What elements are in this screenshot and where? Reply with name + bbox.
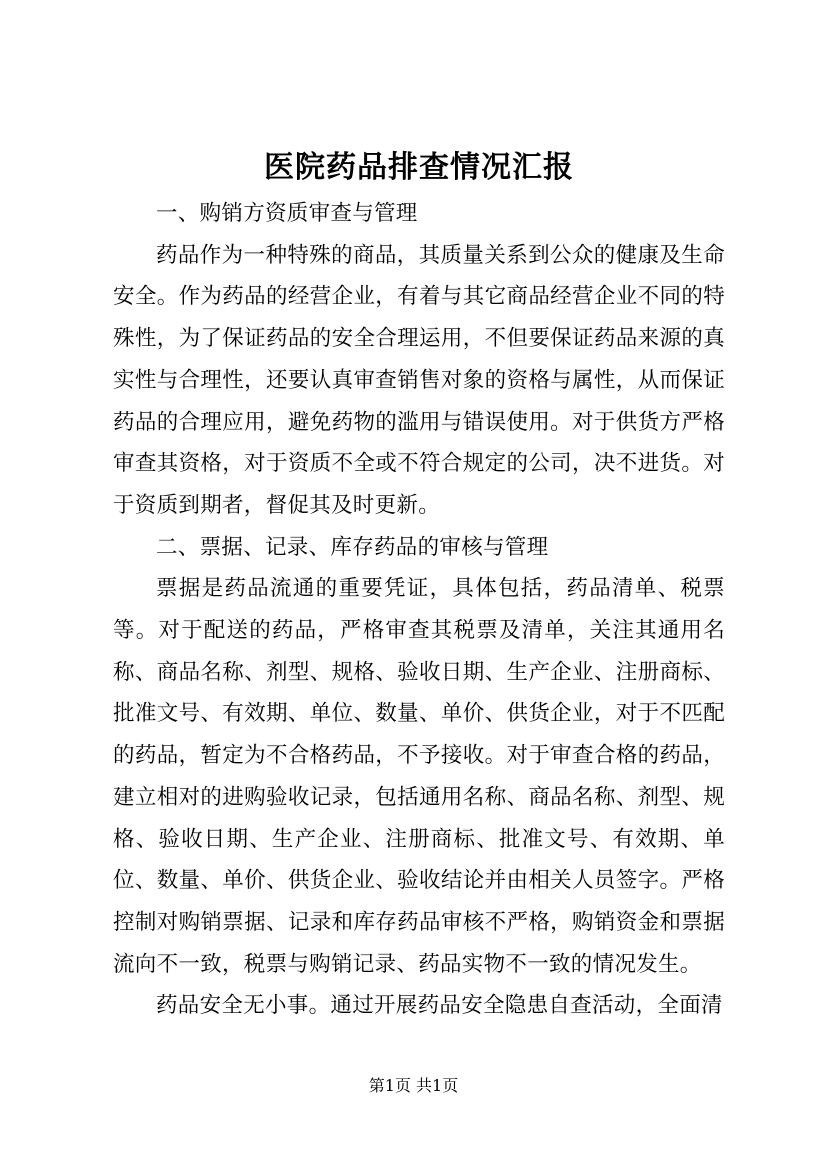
page-number-footer: 第1页 共1页 [368, 1076, 459, 1095]
document-title: 医院药品排查情况汇报 [264, 150, 574, 185]
section-heading-qualification: 一、购销方资质审查与管理 [156, 201, 418, 226]
paragraph-qualification: 药品作为一种特殊的商品，其质量关系到公众的健康及生命安全。作为药品的经营企业，有着与其它商品经营企业不同的特殊性，为了保证药品的安全合理运用，不但要保证药品来源的真实性与合理性，还要认真审查销售对象的资格与属性，从而保证药品的合理应用，避免药物的滥用与错误使用。对于供货方严格审查其资格，对于资质不全或不符合规定的公司，决不进货。对于资质到期者，督促其及时更新。 [113, 242, 725, 518]
paragraph-safety: 药品安全无小事。通过开展药品安全隐患自查活动，全面清 [156, 993, 723, 1019]
section-heading-bills-records: 二、票据、记录、库存药品的审核与管理 [156, 534, 549, 560]
document-body [113, 193, 725, 1027]
paragraph-bills-records: 票据是药品流通的重要凭证，具体包括，药品清单、税票等。对于配送的药品，严格审查其税票及清单，关注其通用名称、商品名称、剂型、规格、验收日期、生产企业、注册商标、批准文号、有效期、单位、数量、单价、供货企业，对于不匹配的药品，暂定为不合格药品，不予接收。对于审查合格的药品，建立相对的进购验收记录，包括通用名称、商品名称、剂型、规格、验收日期、生产企业、注册商标、批准文号、有效期、单位、数量、单价、供货企业、验收结论并由相关人员签字。严格控制对购销票据、记录和库存药品审核不严格，购销资金和票据流向不一致，税票与购销记录、药品实物不一致的情况发生。 [113, 576, 725, 977]
